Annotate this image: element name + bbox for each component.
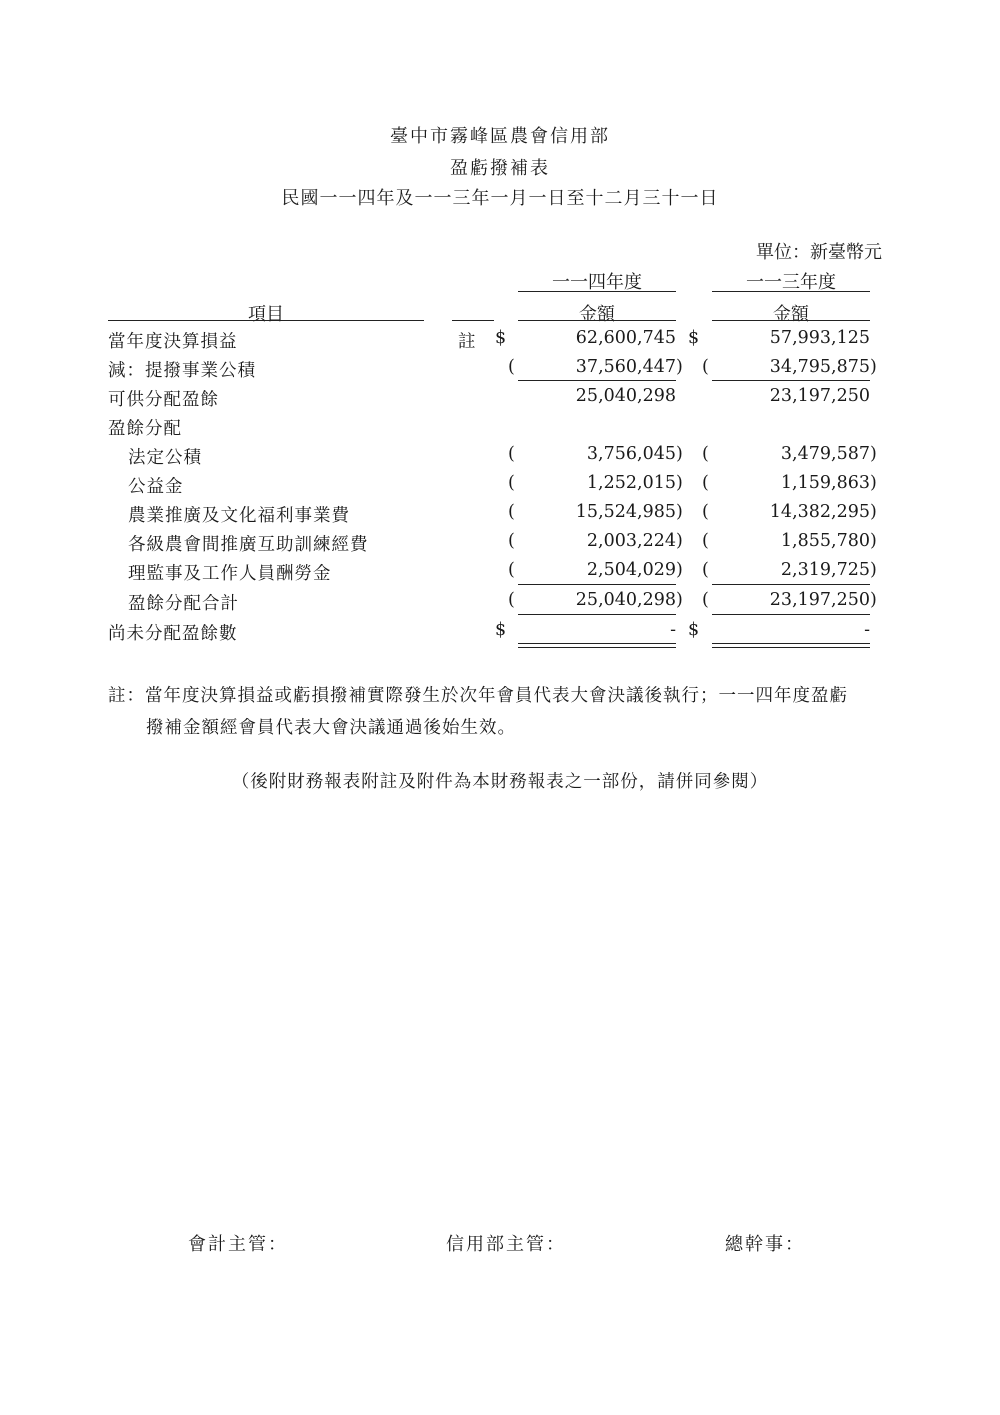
open-paren: ( <box>508 357 515 377</box>
footnote-line-1: 註：當年度決算損益或虧損撥補實際發生於次年會員代表大會決議後執行；一一四年度盈虧 <box>108 686 848 706</box>
amount-114: 2,504,029 <box>586 560 676 580</box>
amount-114: 62,600,745 <box>575 328 676 348</box>
accounting-supervisor-signature: 會計主管： <box>188 1234 288 1255</box>
open-paren: ( <box>702 531 709 551</box>
row-label: 尚未分配盈餘數 <box>108 624 238 644</box>
note-header-underline <box>452 320 494 321</box>
amount-113: 3,479,587 <box>780 444 870 464</box>
row-label: 理監事及工作人員酬勞金 <box>128 564 332 584</box>
row-label: 農業推廣及文化福利事業費 <box>128 506 350 526</box>
close-paren: ) <box>676 357 683 377</box>
amount-114: 37,560,447 <box>575 357 676 377</box>
amount-header-113: 金額 <box>773 304 809 325</box>
open-paren: ( <box>702 590 709 610</box>
year-header-113: 一一三年度 <box>746 272 836 293</box>
amount-114: 25,040,298 <box>575 590 676 610</box>
open-paren: ( <box>702 357 709 377</box>
row-label: 公益金 <box>128 477 184 497</box>
amount-113: 14,382,295 <box>769 502 870 522</box>
open-paren: ( <box>508 590 515 610</box>
items-column-header: 項目 <box>248 304 284 325</box>
row-label: 可供分配盈餘 <box>108 390 219 410</box>
footnote <box>108 680 898 744</box>
amount-113: - <box>864 620 870 640</box>
close-paren: ) <box>676 473 683 493</box>
appendix-note: （後附財務報表附註及附件為本財務報表之一部份，請併同參閱） <box>231 772 769 792</box>
currency-symbol: $ <box>688 328 700 348</box>
close-paren: ) <box>870 357 877 377</box>
open-paren: ( <box>702 560 709 580</box>
row-label: 盈餘分配 <box>108 419 182 439</box>
close-paren: ) <box>676 531 683 551</box>
amount-114: 2,003,224 <box>586 531 676 551</box>
table-row <box>0 386 1000 415</box>
subtotal-underline-113 <box>712 584 870 585</box>
total-underline-113 <box>712 614 870 615</box>
amount-114: 15,524,985 <box>575 502 676 522</box>
close-paren: ) <box>870 473 877 493</box>
row-label: 各級農會間推廣互助訓練經費 <box>128 535 369 555</box>
amount-113: 23,197,250 <box>769 590 870 610</box>
open-paren: ( <box>508 444 515 464</box>
subtotal-underline-113 <box>712 380 870 381</box>
total-underline-114 <box>518 614 676 615</box>
close-paren: ) <box>870 444 877 464</box>
table-row <box>0 415 1000 444</box>
row-label: 盈餘分配合計 <box>128 594 239 614</box>
note-ref: 註 <box>458 332 476 352</box>
organization-title: 臺中市霧峰區農會信用部 <box>390 126 610 147</box>
amount-114: 1,252,015 <box>586 473 676 493</box>
items-header-underline <box>108 320 424 321</box>
amount-underline-113 <box>712 320 870 321</box>
open-paren: ( <box>508 502 515 522</box>
year-underline-113 <box>712 291 870 292</box>
close-paren: ) <box>676 560 683 580</box>
amount-114: 25,040,298 <box>575 386 676 406</box>
close-paren: ) <box>676 590 683 610</box>
open-paren: ( <box>508 531 515 551</box>
final-double-underline-114 <box>518 643 676 648</box>
year-underline-114 <box>518 291 676 292</box>
row-label: 法定公積 <box>128 448 202 468</box>
table-row <box>0 502 1000 531</box>
statement-title: 盈虧撥補表 <box>450 158 550 179</box>
amount-114: - <box>670 620 676 640</box>
currency-symbol: $ <box>495 620 507 640</box>
close-paren: ) <box>676 502 683 522</box>
amount-113: 23,197,250 <box>769 386 870 406</box>
row-label: 當年度決算損益 <box>108 332 238 352</box>
close-paren: ) <box>676 444 683 464</box>
footnote-line-2: 撥補金額經會員代表大會決議通過後始生效。 <box>146 718 516 738</box>
table-row <box>0 473 1000 502</box>
amount-113: 2,319,725 <box>780 560 870 580</box>
close-paren: ) <box>870 502 877 522</box>
amount-113: 1,159,863 <box>780 473 870 493</box>
open-paren: ( <box>702 444 709 464</box>
amount-113: 34,795,875 <box>769 357 870 377</box>
currency-symbol: $ <box>688 620 700 640</box>
amount-113: 57,993,125 <box>769 328 870 348</box>
statement-period: 民國一一四年及一一三年一月一日至十二月三十一日 <box>281 188 719 209</box>
table-row <box>0 357 1000 386</box>
amount-114: 3,756,045 <box>586 444 676 464</box>
amount-underline-114 <box>518 320 676 321</box>
open-paren: ( <box>508 560 515 580</box>
year-header-114: 一一四年度 <box>552 272 642 293</box>
open-paren: ( <box>508 473 515 493</box>
table-row <box>0 444 1000 473</box>
open-paren: ( <box>702 473 709 493</box>
row-label: 減：提撥事業公積 <box>108 361 256 381</box>
final-double-underline-113 <box>712 643 870 648</box>
currency-unit: 單位：新臺幣元 <box>756 242 882 263</box>
close-paren: ) <box>870 531 877 551</box>
amount-113: 1,855,780 <box>780 531 870 551</box>
table-row <box>0 531 1000 560</box>
currency-symbol: $ <box>495 328 507 348</box>
general-manager-signature: 總幹事： <box>725 1234 805 1255</box>
amount-header-114: 金額 <box>579 304 615 325</box>
close-paren: ) <box>870 590 877 610</box>
subtotal-underline-114 <box>518 380 676 381</box>
close-paren: ) <box>870 560 877 580</box>
open-paren: ( <box>702 502 709 522</box>
table-row <box>0 328 1000 357</box>
subtotal-underline-114 <box>518 584 676 585</box>
credit-department-supervisor-signature: 信用部主管： <box>446 1234 566 1255</box>
